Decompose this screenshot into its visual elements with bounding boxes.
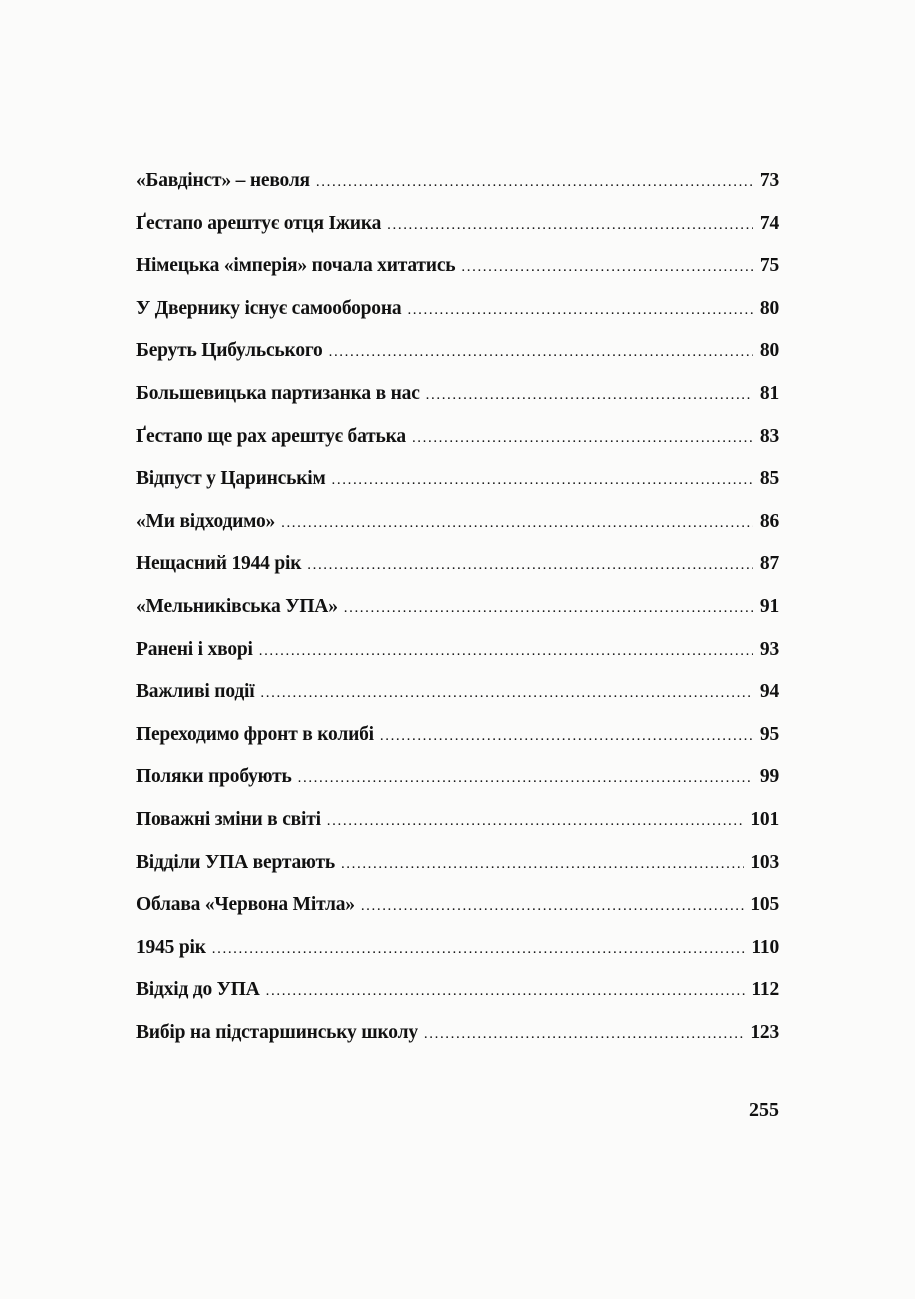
toc-entry-page: 99	[759, 766, 779, 788]
dot-leader	[298, 770, 753, 787]
dot-leader	[316, 174, 753, 191]
toc-entry-title: Ранені і хворі	[136, 638, 253, 660]
toc-entry-page: 94	[759, 681, 779, 703]
toc-entry-title: «Ми відходимо»	[136, 510, 276, 532]
toc-entry	[136, 468, 779, 511]
dot-leader	[380, 728, 753, 745]
toc-entry-page: 75	[759, 255, 779, 277]
toc-entry-title: Большевицька партизанка в нас	[136, 382, 420, 404]
dot-leader	[424, 1026, 744, 1043]
toc-entry-page: 86	[759, 510, 779, 532]
toc-entry	[136, 937, 779, 980]
page-number: 255	[749, 1099, 779, 1121]
toc-entry	[136, 255, 779, 298]
dot-leader	[259, 643, 753, 660]
dot-leader	[387, 217, 753, 234]
dot-leader	[461, 259, 753, 276]
dot-leader	[266, 983, 746, 1000]
toc-entry-title: Відхід до УПА	[136, 979, 260, 1001]
dot-leader	[329, 344, 753, 361]
toc-entry	[136, 979, 779, 1022]
toc-entry	[136, 639, 779, 682]
dot-leader	[281, 515, 753, 532]
toc-entry-title: Поляки пробують	[136, 766, 292, 788]
toc-entry-page: 80	[759, 297, 779, 319]
dot-leader	[307, 557, 753, 574]
dot-leader	[332, 472, 753, 489]
toc-entry-title: Відпуст у Царинськім	[136, 468, 326, 490]
dot-leader	[212, 941, 746, 958]
toc-entry-page: 87	[759, 553, 779, 575]
toc-entry-title: Ґестапо арештує отця Іжика	[136, 212, 382, 234]
toc-entry-page: 74	[759, 212, 779, 234]
toc-entry-page: 105	[750, 894, 779, 916]
toc-entry-title: Відділи УПА вертають	[136, 851, 335, 873]
toc-entry-title: Нещасний 1944 рік	[136, 553, 302, 575]
toc-entry-title: 1945 рік	[136, 936, 206, 958]
dot-leader	[260, 685, 753, 702]
toc-entry	[136, 553, 779, 596]
toc-entry-title: Важливі події	[136, 681, 255, 703]
toc-entry-title: Переходимо фронт в колибі	[136, 723, 374, 745]
dot-leader	[426, 387, 753, 404]
toc-entry-page: 123	[750, 1021, 779, 1043]
toc-entry-page: 80	[759, 340, 779, 362]
toc-entry-page: 101	[750, 808, 779, 830]
toc-entry	[136, 170, 779, 213]
table-of-contents	[136, 170, 779, 1064]
toc-entry-page: 91	[759, 595, 779, 617]
toc-entry	[136, 511, 779, 554]
dot-leader	[344, 600, 753, 617]
toc-entry-title: «Бавдінст» – неволя	[136, 170, 310, 191]
toc-entry-title: Облава «Червона Мітла»	[136, 894, 355, 916]
toc-entry-title: Німецька «імперія» почала хитатись	[136, 255, 456, 277]
toc-entry	[136, 1022, 779, 1065]
toc-entry-page: 110	[751, 936, 779, 958]
toc-entry-page: 81	[759, 382, 779, 404]
toc-entry-page: 93	[759, 638, 779, 660]
toc-entry	[136, 340, 779, 383]
toc-entry	[136, 894, 779, 937]
toc-entry-page: 85	[759, 468, 779, 490]
toc-entry-page: 73	[759, 170, 779, 191]
toc-entry-page: 103	[750, 851, 779, 873]
toc-entry	[136, 298, 779, 341]
toc-entry-title: «Мельниківська УПА»	[136, 595, 338, 617]
dot-leader	[361, 898, 745, 915]
dot-leader	[341, 856, 744, 873]
toc-entry	[136, 852, 779, 895]
toc-entry-page: 83	[759, 425, 779, 447]
dot-leader	[327, 813, 745, 830]
toc-entry-title: У Двернику існує самооборона	[136, 297, 402, 319]
toc-entry-page: 112	[751, 979, 779, 1001]
toc-entry-title: Беруть Цибульського	[136, 340, 323, 362]
dot-leader	[412, 430, 753, 447]
toc-entry-title: Ґестапо ще рах арештує батька	[136, 425, 406, 447]
toc-entry-page: 95	[759, 723, 779, 745]
toc-entry	[136, 809, 779, 852]
toc-entry	[136, 724, 779, 767]
toc-entry	[136, 596, 779, 639]
toc-entry	[136, 426, 779, 469]
toc-entry	[136, 766, 779, 809]
toc-entry	[136, 681, 779, 724]
toc-entry-title: Поважні зміни в світі	[136, 808, 321, 830]
toc-entry	[136, 383, 779, 426]
dot-leader	[407, 302, 753, 319]
toc-entry	[136, 213, 779, 256]
toc-entry-title: Вибір на підстаршинську школу	[136, 1021, 418, 1043]
